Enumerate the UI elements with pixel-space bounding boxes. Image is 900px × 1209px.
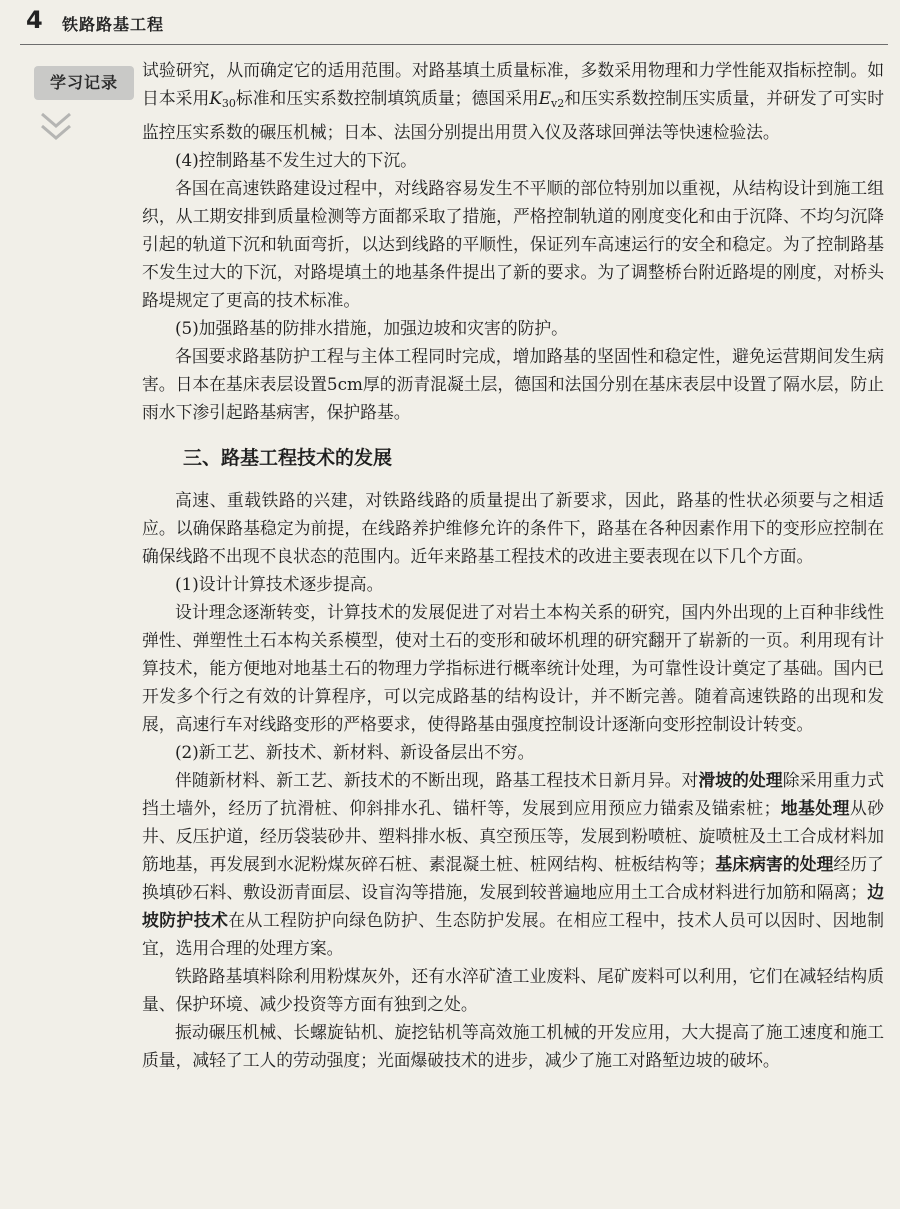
section-3-title: 三、路基工程技术的发展: [183, 447, 393, 469]
term-slope-protection: 边坡防护技术: [142, 882, 884, 930]
double-chevron-icon: [38, 108, 78, 148]
term-subgrade-defect: 基床病害的处理: [715, 854, 834, 874]
book-title: 铁路路基工程: [62, 15, 165, 34]
variable-e: E: [538, 88, 552, 108]
paragraph-machinery: 振动碾压机械、长螺旋钻机、旋挖钻机等高效施工机械的开发应用，大大提高了施工速度和施工质量，减轻了工人的劳动强度；光面爆破技术的进步，减少了施工对路堑边坡的破坏。: [142, 1022, 884, 1070]
paragraph-quality-standards: 试验研究，从而确定它的适用范围。对路基填土质量标准，多数采用物理和力学性能双指标控制。如日本采用$K_{30}$标准和压实系数控制填筑质量；德国采用$E_{v2}$和压实系数控制压实质量，并研发了可实时监控压实系数的碾压机械；日本、法国分别提出用贯入仪及落球回弹法等快速检验法。: [142, 60, 884, 142]
variable-k: K: [209, 88, 222, 108]
item-2-heading: (2)新工艺、新技术、新材料、新设备层出不穷。: [175, 742, 535, 762]
term-landslide: 滑坡的处理: [698, 770, 783, 790]
paragraph-drainage-protection: 各国要求路基防护工程与主体工程同时完成，增加路基的坚固性和稳定性，避免运营期间发生病害。日本在基床表层设置5cm厚的沥青混凝土层，德国和法国分别在基床表层中设置了隔水层，防止雨水下渗引起路基病害，保护路基。: [142, 346, 884, 422]
item-1-heading: (1)设计计算技术逐步提高。: [175, 574, 384, 594]
paragraph-tech-development: 高速、重载铁路的兴建，对铁路线路的质量提出了新要求，因此，路基的性状必须要与之相适应。以确保路基稳定为前提，在线路养护维修允许的条件下，路基在各种因素作用下的变形应控制在确保线路不出现不良状态的范围内。近年来路基工程技术的改进主要表现在以下几个方面。: [142, 490, 884, 566]
paragraph-new-techniques: 伴随新材料、新工艺、新技术的不断出现，路基工程技术日新月异。对滑坡的处理除采用重力式挡土墙外，经历了抗滑桩、仰斜排水孔、锚杆等，发展到应用预应力锚索及锚索桩；地基处理从砂井、反压护道，经历袋装砂井、塑料排水板、真空预压等，发展到粉喷桩、旋喷桩及土工合成材料加筋地基，再发展到水泥粉煤灰碎石桩、素混凝土桩、桩网结构、桩板结构等；基床病害的处理经历了换填砂石料、敷设沥青面层、设盲沟等措施，发展到较普遍地应用土工合成材料进行加筋和隔离；边坡防护技术在从工程防护向绿色防护、生态防护发展。在相应工程中，技术人员可以因时、因地制宜，选用合理的处理方案。: [142, 770, 884, 958]
term-foundation: 地基处理: [780, 798, 850, 818]
main-text: [142, 56, 884, 1074]
item-4-heading: (4)控制路基不发生过大的下沉。: [175, 150, 417, 170]
paragraph-settlement-control: 各国在高速铁路建设过程中，对线路容易发生不平顺的部位特别加以重视，从结构设计到施工组织，从工期安排到质量检测等方面都采取了措施，严格控制轨道的刚度变化和由于沉降、不均匀沉降引起的轨道下沉和轨面弯折，以达到线路的平顺性，保证列车高速运行的安全和稳定。为了控制路基不发生过大的下沉，对路堤填土的地基条件提出了新的要求。为了调整桥台附近路堤的刚度，对桥头路堤规定了更高的技术标准。: [142, 178, 884, 310]
paragraph-fill-materials: 铁路路基填料除利用粉煤灰外，还有水淬矿渣工业废料、尾矿废料可以利用，它们在减轻结构质量、保护环境、减少投资等方面有独到之处。: [142, 966, 884, 1014]
study-notes-tag: 学习记录: [34, 66, 134, 100]
paragraph-design-calculation: 设计理念逐渐转变，计算技术的发展促进了对岩土本构关系的研究，国内外出现的上百种非线性弹性、弹塑性土石本构关系模型，使对土石的变形和破坏机理的研究翻开了崭新的一页。利用现有计算技术，能方便地对地基土石的物理力学指标进行概率统计处理，为可靠性设计奠定了基础。国内已开发多个行之有效的计算程序，可以完成路基的结构设计，并不断完善。随着高速铁路的出现和发展，高速行车对线路变形的严格要求，使得路基由强度控制设计逐渐向变形控制设计转变。: [142, 602, 884, 734]
page-number: 4: [26, 6, 43, 34]
item-5-heading: (5)加强路基的防排水措施，加强边坡和灾害的防护。: [175, 318, 568, 338]
page-header: [0, 0, 900, 48]
header-rule: [20, 44, 888, 45]
